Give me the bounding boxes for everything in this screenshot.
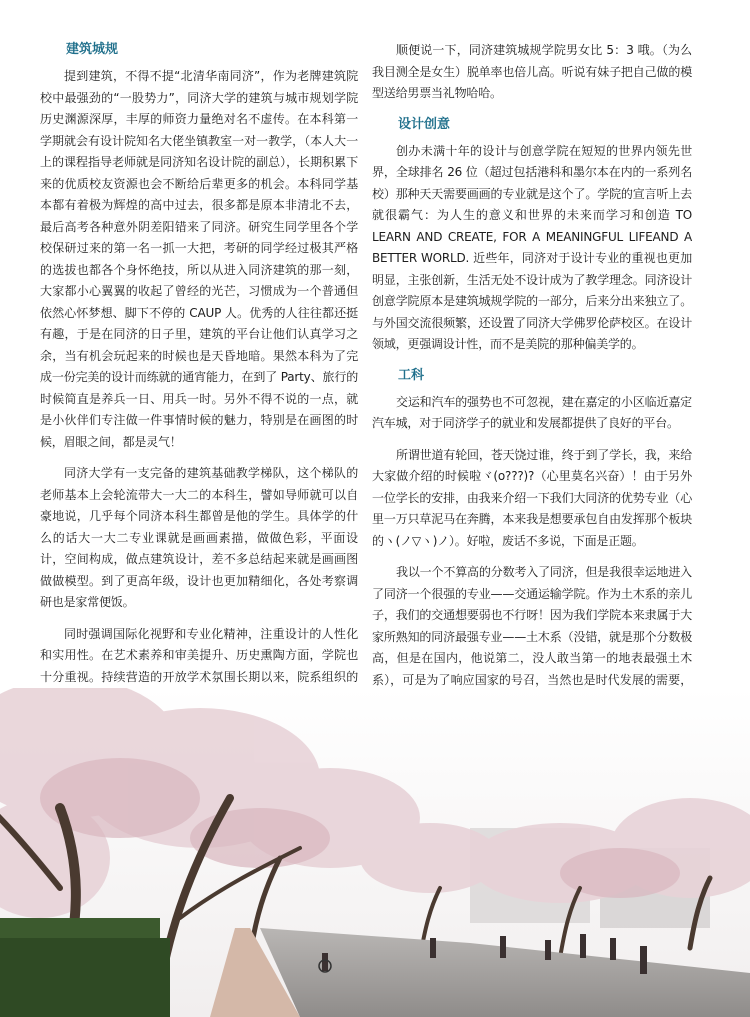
left-column [40, 30, 358, 784]
paragraph: 所谓世道有轮回，苍天饶过谁，终于到了学长，我，来给大家做介绍的时候啦ヾ(o???)?（心里莫名兴奋）！由于另外一位学长的安排，由我来介绍一下我们大同济的优势专业（心里一万只草泥马在奔腾，本来我是想要承包自由发挥那个板块的ヽ(ノ▽ヽ)ノ）。好啦，废话不多说，下面是正题。 [372, 447, 692, 548]
campus-cherry-blossom-photo [0, 688, 750, 1017]
paragraph: 同时强调国际化视野和专业化精神，注重设计的人性化和实用性。在艺术素养和审美提升、历史熏陶方面，学院也十分重视。持续营造的开放学术氛围长期以来，院系组织的 [40, 626, 358, 684]
cherry-blossom-illustration [0, 688, 750, 1017]
section-heading-engineering: 工科 [398, 367, 425, 383]
paragraph: 创办未满十年的设计与创意学院在短短的世界内领先世界，全球排名 26 位（超过包括港科和墨尔本在内的一系列名校）那种天天需要画画的专业就是这个了。学院的宣言听上去就很霸气：为人生的意义和世界的未来而学习和创造 TO LEARN AND CREATE, FOR A MEANINGFUL LIFEAND A BETTER WORLD. 近些年，同济对于设计专业的重视也更加明显，主张创新，生活无处不设计成为了教学理念。同济设计创意学院原本是建筑城规学院的一部分，后来分出来独立了。与外国交流很频繁，还设置了同济大学佛罗伦萨校区。在设计领域，更强调设计性，而不是美院的那种偏美学的。 [372, 143, 692, 351]
paragraph: 提到建筑，不得不提“北清华南同济”，作为老牌建筑院校中最强劲的“一股势力”，同济大学的建筑与城市规划学院历史渊源深厚，丰厚的师资力量绝对名不虚传。在本科第一学期就会有设计院知名大佬坐镇教室一对一教学，（本人大一上的课程指导老师就是同济知名设计院的副总），长期积累下来的优质校友资源也会不断给后辈更多的机会。本科同学基本都有着极为辉煌的高中过去，很多都是原本非清北不去，最后高考各种意外阴差阳错来了同济。研究生同学里各个学校保研过来的第一名一抓一大把，考研的同学经过极其严格的选拔也都各个身怀绝技，所以从进入同济建筑的那一刻，大家都小心翼翼的收起了曾经的光芒，习惯成为一个普通但依然心怀梦想、脚下不停的 CAUP 人。优秀的人往往都还挺有趣，于是在同济的日子里，建筑的平台让他们认真学习之余，当有机会玩起来的时候也是天昏地暗。果然本科为了完成一份完美的设计而练就的通宵能力，在到了 Party、旅行的时候简直是养兵一日、用兵一时。另外不得不说的一点，就是小伙伴们专注做一件事情时候的魅力，特别是在画图的时候，眉眼之间，都是灵气！ [40, 69, 358, 449]
section-heading-design: 设计创意 [398, 116, 451, 132]
section-heading-architecture: 建筑城规 [66, 42, 119, 57]
right-column [372, 30, 692, 766]
paragraph: 我以一个不算高的分数考入了同济，但是我很幸运地进入了同济一个很强的专业——交通运输学院。作为土木系的亲儿子，我们的交通想要弱也不行呀！因为我们学院本来隶属于大家所熟知的同济最强专业——土木系（没错，就是那个分数极高，但是在国内，他说第二，没人敢当第一的地表最强土木系），可是为了响应国家的号召，当然也是时代发展的需要， [372, 565, 692, 687]
paragraph: 同济大学有一支完备的建筑基础教学梯队，这个梯队的老师基本上会轮流带大一大二的本科生，譬如导师就可以自豪地说，几乎每个同济本科生都曾是他的学生。具体学的什么的话大一大二专业课就是画画素描，做做色彩，平面设计，空间构成，做点建筑设计，差不多总结起来就是画画图做做模型。到了更高年级，设计也更加精细化，各处考察调研也是家常便饭。 [40, 466, 358, 609]
paragraph: 交运和汽车的强势也不可忽视，建在嘉定的小区临近嘉定汽车城，对于同济学子的就业和发展都提供了良好的平台。 [372, 394, 692, 430]
paragraph: 顺便说一下，同济建筑城规学院男女比 5：3 哦。（为么我目测全是女生）脱单率也倍儿高。听说有妹子把自己做的模型送给男票当礼物哈哈。 [372, 43, 692, 100]
